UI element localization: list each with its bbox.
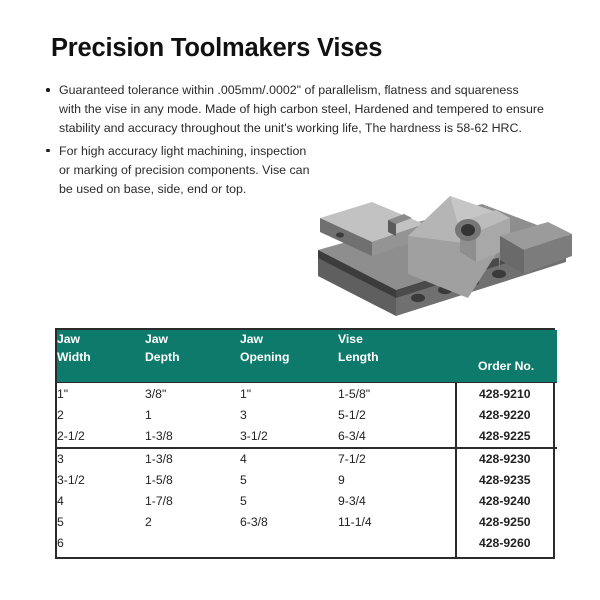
cell-jaw-opening: 3-1/2 xyxy=(240,428,268,443)
table-header xyxy=(57,330,557,382)
bullet-dot-icon xyxy=(46,149,50,153)
cell-jaw-width: 1" xyxy=(57,382,145,405)
cell-jaw-depth: 1-7/8 xyxy=(145,493,173,508)
column-header-order-no xyxy=(456,330,557,382)
column-header-vise-length xyxy=(338,330,456,382)
header-line-2: Opening xyxy=(240,350,290,364)
cell-vise-length: 11-1/4 xyxy=(338,514,372,529)
cell-order-no[interactable]: 428-9250 xyxy=(456,512,557,533)
bullet-dot-icon xyxy=(46,88,50,92)
cell-vise-length xyxy=(338,533,456,557)
header-line-1: Jaw xyxy=(240,332,264,346)
cell-order-no[interactable]: 428-9225 xyxy=(456,426,557,448)
header-line-2: Order No. xyxy=(478,358,535,373)
table-row xyxy=(57,448,557,470)
cell-jaw-depth: 1-3/8 xyxy=(145,448,240,470)
table-row xyxy=(57,491,557,512)
table-header-row xyxy=(57,330,557,382)
cell-jaw-width: 3 xyxy=(57,448,145,470)
cell-jaw-opening: 5 xyxy=(240,472,247,487)
cell-jaw-opening: 1" xyxy=(240,382,338,405)
cell-jaw-opening: 5 xyxy=(240,493,247,508)
cell-jaw-depth xyxy=(145,533,240,557)
table-row xyxy=(57,426,557,448)
cell-vise-length: 9-3/4 xyxy=(338,493,366,508)
bullet-text: For high accuracy light machining, inspection or marking of precision components. Vise can be used on base, side, end or top. xyxy=(59,143,310,197)
cell-jaw-width: 2-1/2 xyxy=(57,428,85,443)
cell-jaw-opening: 4 xyxy=(240,448,338,470)
cell-jaw-opening: 3 xyxy=(240,407,247,422)
cell-jaw-width: 3-1/2 xyxy=(57,472,85,487)
header-line-1: Jaw xyxy=(57,332,81,346)
cell-jaw-width: 2 xyxy=(57,407,64,422)
list-item xyxy=(44,81,544,139)
cell-order-no[interactable]: 428-9260 xyxy=(456,533,557,557)
cell-vise-length: 9 xyxy=(338,472,345,487)
header-line-2: Length xyxy=(338,350,379,364)
cell-order-no[interactable]: 428-9210 xyxy=(456,382,557,405)
cell-order-no[interactable]: 428-9230 xyxy=(456,448,557,470)
column-header-jaw-depth xyxy=(145,330,240,382)
cell-order-no[interactable]: 428-9235 xyxy=(456,470,557,491)
cell-jaw-width: 4 xyxy=(57,493,64,508)
cell-vise-length: 1-5/8" xyxy=(338,382,456,405)
column-header-jaw-opening xyxy=(240,330,338,382)
cell-vise-length: 6-3/4 xyxy=(338,428,366,443)
cell-jaw-opening xyxy=(240,533,338,557)
cell-vise-length: 7-1/2 xyxy=(338,448,456,470)
header-line-1: Jaw xyxy=(145,332,169,346)
cell-vise-length: 5-1/2 xyxy=(338,407,366,422)
cell-jaw-depth: 1 xyxy=(145,407,152,422)
spec-table-element xyxy=(57,330,557,557)
cell-order-no[interactable]: 428-9240 xyxy=(456,491,557,512)
header-line-2: Depth xyxy=(145,350,180,364)
list-item xyxy=(44,142,319,200)
table-row xyxy=(57,405,557,426)
product-photo-toolmakers-vise xyxy=(300,152,585,324)
table-row xyxy=(57,512,557,533)
table-row xyxy=(57,382,557,405)
cell-jaw-depth: 1-3/8 xyxy=(145,428,173,443)
cell-jaw-depth: 2 xyxy=(145,514,152,529)
header-line-2: Width xyxy=(57,350,91,364)
cell-jaw-depth: 3/8" xyxy=(145,382,240,405)
column-header-jaw-width xyxy=(57,330,145,382)
cell-jaw-depth: 1-5/8 xyxy=(145,472,173,487)
cell-jaw-width: 6 xyxy=(57,535,64,550)
cell-jaw-opening: 6-3/8 xyxy=(240,514,268,529)
table-row xyxy=(57,470,557,491)
header-line-1: Vise xyxy=(338,332,363,346)
page-title: Precision Toolmakers Vises xyxy=(51,34,383,62)
table-row xyxy=(57,533,557,557)
bullet-text: Guaranteed tolerance within .005mm/.0002" of parallelism, flatness and squareness with the vise in any mode. Made of high carbon steel, Hardened and tempered to ensure stability and accuracy throughout the unit's working life, The hardness is 58-62 HRC. xyxy=(59,83,544,136)
specifications-table xyxy=(55,328,555,559)
table-body xyxy=(57,382,557,557)
cell-order-no[interactable]: 428-9220 xyxy=(456,405,557,426)
cell-jaw-width: 5 xyxy=(57,514,64,529)
